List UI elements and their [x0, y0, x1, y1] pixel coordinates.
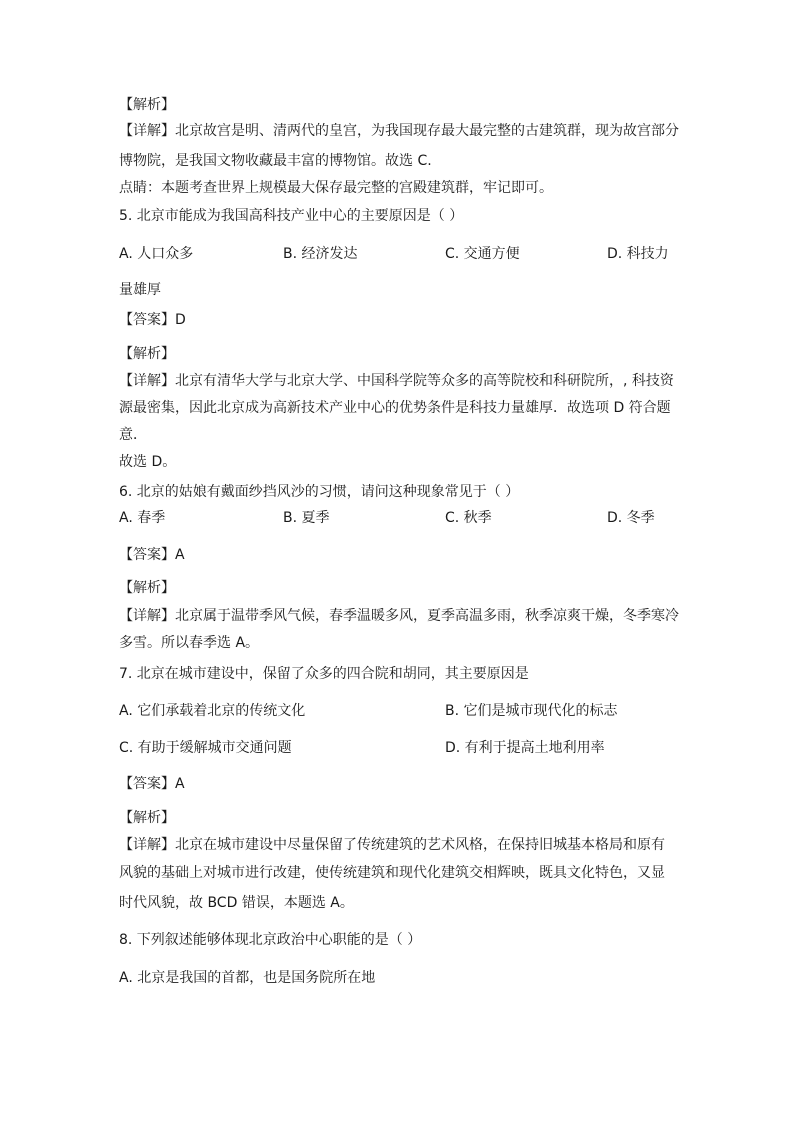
answer-5: 【答案】D — [119, 312, 186, 328]
question-7-option-b: B. 它们是城市现代化的标志 — [445, 703, 618, 719]
explanation-text: 【详解】北京有清华大学与北京大学、中国科学院等众多的高等院校和科研院所，, 科技资 — [119, 373, 674, 389]
explanation-text: 源最密集，因此北京成为高新技术产业中心的优势条件是科技力量雄厚．故选项 D 符合题 — [119, 400, 671, 416]
question-5-option-a: A. 人口众多 — [119, 246, 194, 262]
question-5: 5. 北京市能成为我国高科技产业中心的主要原因是（ ） — [119, 208, 464, 224]
question-6-option-c: C. 秋季 — [445, 510, 492, 526]
explanation-text: 【详解】北京属于温带季风气候，春季温暖多风，夏季高温多雨，秋季凉爽干燥，冬季寒冷 — [119, 608, 679, 624]
explanation-text: 博物院，是我国文物收藏最丰富的博物馆。故选 C. — [119, 153, 432, 169]
analysis-heading: 【解析】 — [119, 810, 175, 826]
question-5-option-c: C. 交通方便 — [445, 246, 520, 262]
question-6-option-b: B. 夏季 — [283, 510, 330, 526]
question-8: 8. 下列叙述能够体现北京政治中心职能的是（ ） — [119, 932, 422, 948]
explanation-text: 【详解】北京在城市建设中尽量保留了传统建筑的艺术风格，在保持旧城基本格局和原有 — [119, 837, 665, 853]
question-6-option-d: D. 冬季 — [607, 510, 655, 526]
explanation-text: 意． — [119, 427, 147, 443]
question-7: 7. 北京在城市建设中，保留了众多的四合院和胡同，其主要原因是 — [119, 666, 529, 682]
question-5-option-b: B. 经济发达 — [283, 246, 358, 262]
tip-text: 点睛：本题考查世界上规模最大保存最完整的宫殿建筑群，牢记即可。 — [119, 180, 553, 196]
explanation-text: 【详解】北京故宫是明、清两代的皇宫，为我国现存最大最完整的古建筑群，现为故宫部分 — [119, 123, 679, 139]
question-6: 6. 北京的姑娘有戴面纱挡风沙的习惯，请问这种现象常见于（ ） — [119, 484, 520, 500]
explanation-text: 风貌的基础上对城市进行改建，使传统建筑和现代化建筑交相辉映，既具文化特色，又显 — [119, 865, 665, 881]
question-7-option-a: A. 它们承载着北京的传统文化 — [119, 703, 306, 719]
question-6-option-a: A. 春季 — [119, 510, 166, 526]
explanation-text: 故选 D。 — [119, 454, 177, 470]
explanation-text: 时代风貌，故 BCD 错误，本题选 A。 — [119, 895, 354, 911]
explanation-text: 多雪。所以春季选 A。 — [119, 635, 260, 651]
analysis-heading: 【解析】 — [119, 346, 175, 362]
question-7-option-d: D. 有利于提高土地利用率 — [445, 740, 605, 756]
question-5-option-d-cont: 量雄厚 — [119, 282, 161, 298]
question-5-option-d: D. 科技力 — [607, 246, 669, 262]
analysis-heading: 【解析】 — [119, 580, 175, 596]
analysis-heading: 【解析】 — [119, 97, 175, 113]
question-7-option-c: C. 有助于缓解城市交通问题 — [119, 740, 292, 756]
answer-6: 【答案】A — [119, 547, 185, 563]
question-8-option-a: A. 北京是我国的首都，也是国务院所在地 — [119, 970, 376, 986]
answer-7: 【答案】A — [119, 776, 185, 792]
